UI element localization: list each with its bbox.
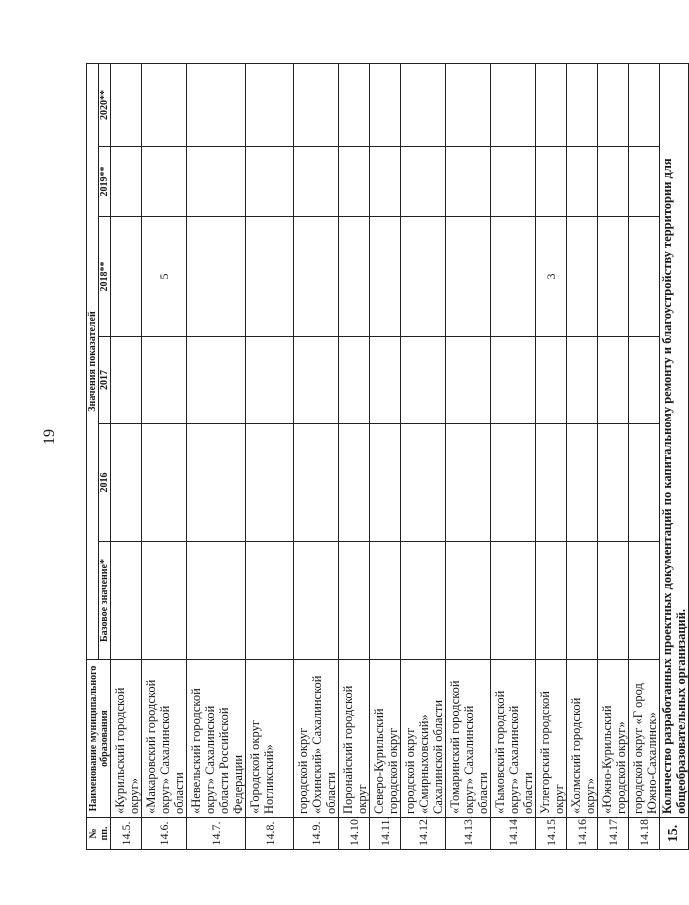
indicator-value xyxy=(446,217,491,337)
indicator-value xyxy=(536,337,567,424)
indicator-value xyxy=(294,217,339,337)
indicator-value xyxy=(142,147,187,217)
municipality-name: «Холмский городской округ» xyxy=(567,660,598,818)
indicator-value xyxy=(536,424,567,542)
indicator-value xyxy=(246,337,294,424)
row-number: 14.8. xyxy=(246,818,294,850)
indicator-value xyxy=(111,337,142,424)
header-year-2020: 2020** xyxy=(99,63,111,146)
indicator-value xyxy=(294,147,339,217)
row-number: 14.18. xyxy=(629,818,660,850)
indicator-value xyxy=(629,424,660,542)
table-row xyxy=(246,63,294,849)
indicator-value xyxy=(187,63,246,146)
municipality-name: «Невельский городской округ» Сахалинской области Российской Федерации xyxy=(187,660,246,818)
indicator-value xyxy=(111,63,142,146)
table-row xyxy=(142,63,187,849)
municipality-name: Северо-Курильский городской округ xyxy=(370,660,401,818)
indicator-value xyxy=(491,542,536,660)
indicator-value xyxy=(567,147,598,217)
row-number: 14.15. xyxy=(536,818,567,850)
page-number: 19 xyxy=(41,429,58,445)
indicator-value xyxy=(187,217,246,337)
indicator-value xyxy=(142,542,187,660)
indicator-value xyxy=(339,337,370,424)
indicator-value xyxy=(187,542,246,660)
indicator-value xyxy=(629,542,660,660)
table-row xyxy=(598,63,629,849)
header-values-group: Значения показателей xyxy=(87,63,99,659)
indicator-value xyxy=(567,424,598,542)
indicator-value xyxy=(339,424,370,542)
municipality-name: Поронайский городской округ xyxy=(339,660,370,818)
municipality-name: «Южно-Курильский городской округ» xyxy=(598,660,629,818)
indicator-value xyxy=(491,217,536,337)
indicator-value xyxy=(598,63,629,146)
row-number: 14.12. xyxy=(401,818,446,850)
indicator-value xyxy=(370,542,401,660)
indicator-value xyxy=(111,147,142,217)
indicator-value xyxy=(294,63,339,146)
table-row xyxy=(339,63,370,849)
indicator-value xyxy=(187,424,246,542)
row-number: 14.9. xyxy=(294,818,339,850)
indicator-value xyxy=(491,337,536,424)
indicator-value xyxy=(446,424,491,542)
note-row-number: 15. xyxy=(660,818,689,850)
indicator-value xyxy=(491,63,536,146)
indicator-value: 3 xyxy=(536,217,567,337)
municipality-name: городской округ «Г ород Южно-Сахалинск» xyxy=(629,660,660,818)
indicator-value xyxy=(370,217,401,337)
indicator-value xyxy=(370,424,401,542)
indicator-value xyxy=(294,337,339,424)
indicator-value xyxy=(246,63,294,146)
row-number: 14.13. xyxy=(446,818,491,850)
indicator-value xyxy=(111,217,142,337)
indicator-value xyxy=(111,424,142,542)
indicator-value xyxy=(187,337,246,424)
indicator-value xyxy=(446,542,491,660)
indicator-value xyxy=(246,542,294,660)
row-number: 14.14. xyxy=(491,818,536,850)
indicator-value xyxy=(536,542,567,660)
table-rotation-frame xyxy=(86,64,688,850)
indicator-value xyxy=(446,63,491,146)
indicator-value xyxy=(339,217,370,337)
indicator-value xyxy=(142,424,187,542)
row-number: 14.11. xyxy=(370,818,401,850)
indicator-value xyxy=(536,63,567,146)
indicator-value xyxy=(294,424,339,542)
indicator-value: 5 xyxy=(142,217,187,337)
indicator-value xyxy=(370,337,401,424)
municipality-name: Углегорский городской округ xyxy=(536,660,567,818)
row-number: 14.7. xyxy=(187,818,246,850)
table-row xyxy=(629,63,660,849)
indicator-value xyxy=(629,63,660,146)
indicator-value xyxy=(598,337,629,424)
municipality-name: «Макаровский городской округ» Сахалинской области xyxy=(142,660,187,818)
indicator-value xyxy=(111,542,142,660)
indicators-table xyxy=(86,63,689,850)
indicator-value xyxy=(370,63,401,146)
indicator-value xyxy=(401,147,446,217)
indicator-value xyxy=(598,424,629,542)
indicator-value xyxy=(246,147,294,217)
row-number: 14.16. xyxy=(567,818,598,850)
header-row-top xyxy=(87,63,99,849)
indicator-note-row xyxy=(660,63,689,849)
indicator-value xyxy=(598,147,629,217)
table-row xyxy=(370,63,401,849)
indicator-value xyxy=(339,542,370,660)
indicator-value xyxy=(339,63,370,146)
municipality-name: «Курильский городской округ» xyxy=(111,660,142,818)
row-number: 14.5. xyxy=(111,818,142,850)
indicator-value xyxy=(567,63,598,146)
note-row-text: Количество разработанных проектных документаций по капитальному ремонту и благоустройству территории для общеобразовательных организаций. xyxy=(660,63,689,817)
indicator-value xyxy=(142,63,187,146)
table-row xyxy=(567,63,598,849)
table-row xyxy=(401,63,446,849)
row-number: 14.17. xyxy=(598,818,629,850)
header-year-2018: 2018** xyxy=(99,217,111,337)
header-num: № пп. xyxy=(87,818,111,850)
municipality-name: «Томаринский городской округ» Сахалинской области xyxy=(446,660,491,818)
indicator-value xyxy=(294,542,339,660)
header-name: Наименование муниципального образования xyxy=(87,660,111,818)
row-number: 14.6. xyxy=(142,818,187,850)
indicator-value xyxy=(567,217,598,337)
indicator-value xyxy=(142,337,187,424)
indicator-value xyxy=(629,337,660,424)
indicator-value xyxy=(401,542,446,660)
municipality-name: «Тымовский городской округ» Сахалинской области xyxy=(491,660,536,818)
indicator-value xyxy=(370,147,401,217)
indicator-value xyxy=(187,147,246,217)
row-number: 14.10. xyxy=(339,818,370,850)
indicator-value xyxy=(401,424,446,542)
indicator-value xyxy=(598,542,629,660)
table-row xyxy=(446,63,491,849)
indicator-value xyxy=(491,147,536,217)
table-row xyxy=(491,63,536,849)
indicator-value xyxy=(491,424,536,542)
header-year-base: Базовое значение* xyxy=(99,542,111,660)
indicator-value xyxy=(339,147,370,217)
indicator-value xyxy=(446,147,491,217)
indicator-value xyxy=(629,217,660,337)
table-row xyxy=(536,63,567,849)
indicator-value xyxy=(246,217,294,337)
municipality-name: городской округ «Смирныховский» Сахалинской области xyxy=(401,660,446,818)
indicator-value xyxy=(629,147,660,217)
indicator-value xyxy=(446,337,491,424)
indicator-value xyxy=(401,217,446,337)
table-row xyxy=(187,63,246,849)
table-row xyxy=(111,63,142,849)
municipality-name: городской округ «Охинский» Сахалинской области xyxy=(294,660,339,818)
indicator-value xyxy=(401,337,446,424)
indicator-value xyxy=(536,147,567,217)
header-year-2016: 2016 xyxy=(99,424,111,542)
municipality-name: «Городской округ Ногликский» xyxy=(246,660,294,818)
rotated-table-sheet xyxy=(86,64,688,850)
indicator-value xyxy=(401,63,446,146)
header-year-2017: 2017 xyxy=(99,337,111,424)
header-year-2019: 2019** xyxy=(99,147,111,217)
table-row xyxy=(294,63,339,849)
indicator-value xyxy=(598,217,629,337)
indicator-value xyxy=(246,424,294,542)
indicator-value xyxy=(567,337,598,424)
indicator-value xyxy=(567,542,598,660)
